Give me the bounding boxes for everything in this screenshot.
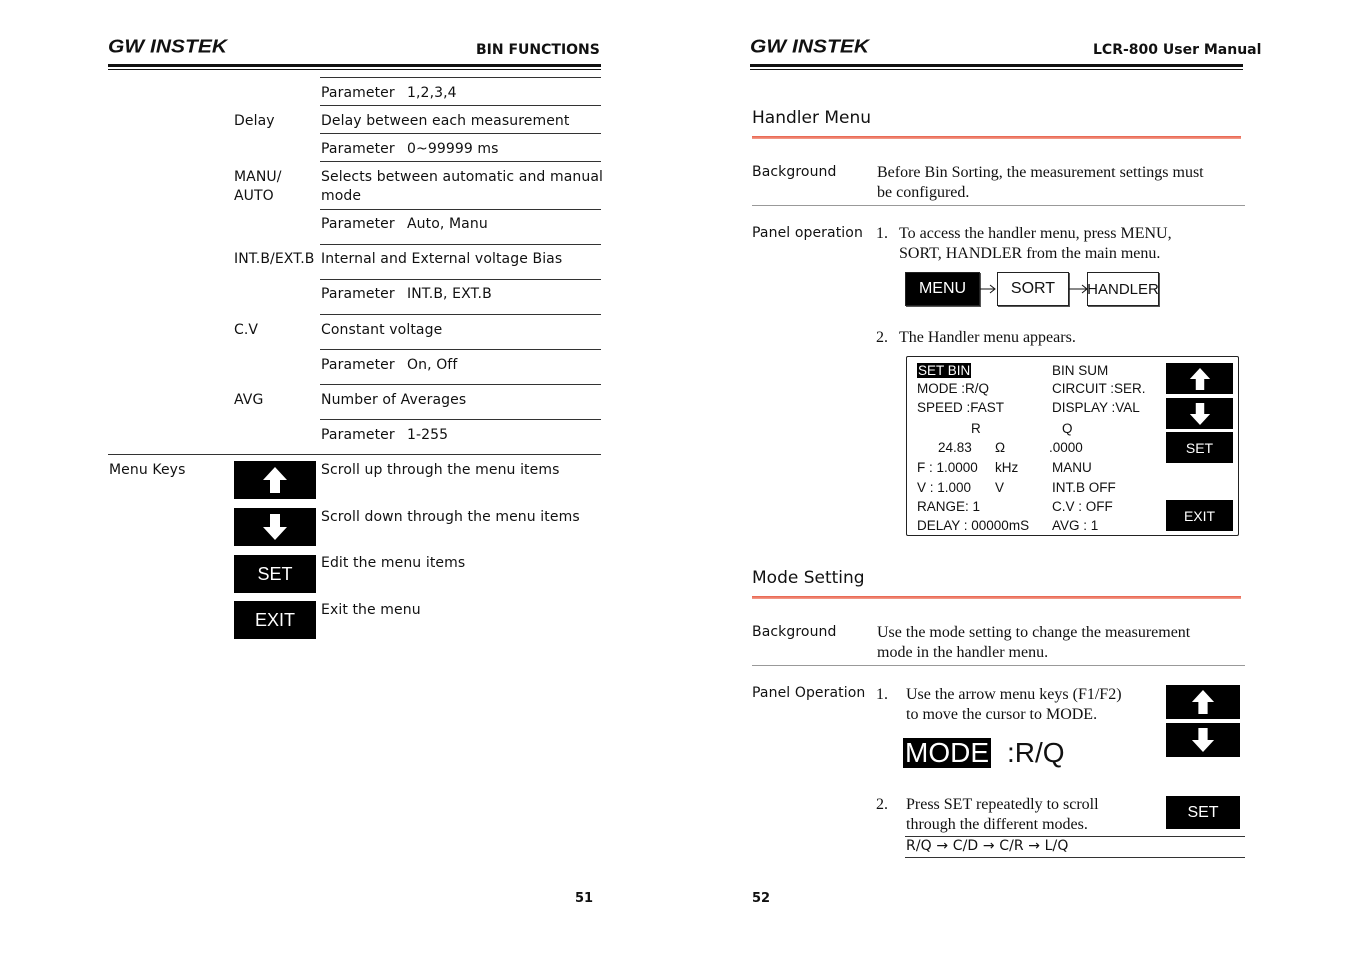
lcd-avg: AVG : 1 (1052, 518, 1099, 533)
lcd-delay: DELAY : 00000mS (917, 518, 1030, 533)
arrow-right-icon (1069, 283, 1089, 295)
background-text-line2: be configured. (877, 184, 970, 201)
param-label: Parameter (321, 216, 395, 232)
lcd-circuit: CIRCUIT :SER. (1052, 381, 1146, 396)
lcd-bias: INT.B OFF (1052, 480, 1116, 495)
lcd-ohm-unit: Ω (995, 440, 1006, 455)
menu-key-description: Exit the menu (321, 602, 421, 618)
step-text: Press SET repeatedly to scroll (906, 796, 1099, 813)
gwinstek-logo: GW INSTEK (750, 36, 869, 57)
row-name-manu-auto-line2: AUTO (234, 188, 274, 204)
param-value: 0~99999 ms (407, 141, 499, 157)
panel-operation-label: Panel operation (752, 225, 863, 241)
lcd-trigger: MANU (1052, 460, 1092, 475)
menu-keys-label: Menu Keys (109, 462, 186, 478)
row-description-line2: mode (321, 188, 362, 204)
menu-key-description: Scroll down through the menu items (321, 509, 580, 525)
handler-key[interactable]: HANDLER (1087, 272, 1159, 306)
lcd-v-unit: V (995, 480, 1005, 495)
row-name-delay: Delay (234, 113, 275, 129)
row-description: Constant voltage (321, 322, 443, 338)
lcd-secondary-label: Q (1062, 421, 1073, 436)
lcd-exit-key[interactable]: EXIT (1166, 500, 1233, 531)
gwinstek-logo: GW INSTEK (108, 36, 227, 57)
step-number: 2. (876, 329, 888, 346)
lcd-bin-sum: BIN SUM (1052, 363, 1109, 378)
lcd-mode: MODE :R/Q (917, 381, 990, 396)
lcd-range: RANGE: 1 (917, 499, 981, 514)
handler-menu-display (906, 356, 1239, 536)
row-name-cv: C.V (234, 322, 259, 338)
param-value: Auto, Manu (407, 216, 488, 232)
step-text: The Handler menu appears. (899, 329, 1076, 346)
param-value: 1,2,3,4 (407, 85, 457, 101)
mode-up-key[interactable] (1166, 685, 1240, 719)
lcd-primary-value: 24.83 (938, 440, 972, 455)
section-title-mode-setting: Mode Setting (752, 568, 865, 588)
exit-key[interactable]: EXIT (234, 601, 316, 639)
header-rule-thin (108, 69, 601, 70)
param-label: Parameter (321, 357, 395, 373)
lcd-cv: C.V : OFF (1052, 499, 1113, 514)
header-rule (108, 64, 601, 67)
up-arrow-icon (1191, 689, 1215, 715)
lcd-speed: SPEED :FAST (917, 400, 1005, 415)
row-name-intb-extb: INT.B/EXT.B (234, 251, 315, 267)
mode-value: :R/Q (1007, 737, 1065, 768)
lcd-set-key[interactable]: SET (1166, 432, 1233, 463)
row-description: Internal and External voltage Bias (321, 251, 563, 267)
row-description: Delay between each measurement (321, 113, 570, 129)
row-description: Selects between automatic and manual (321, 169, 603, 185)
down-arrow-icon (262, 513, 288, 541)
param-value: On, Off (407, 357, 458, 373)
param-label: Parameter (321, 286, 395, 302)
step-text: To access the handler menu, press MENU, (899, 225, 1172, 242)
param-label: Parameter (321, 85, 395, 101)
step-text-line2: through the different modes. (906, 816, 1088, 833)
lcd-secondary-value: .0000 (1049, 440, 1083, 455)
param-label: Parameter (321, 141, 395, 157)
background-text: Before Bin Sorting, the measurement settings must (877, 164, 1204, 181)
lcd-cursor-set-bin: SET BIN (918, 363, 971, 378)
mode-sequence: R/Q → C/D → C/R → L/Q (906, 838, 1069, 854)
param-value: INT.B, EXT.B (407, 286, 492, 302)
page-number: 52 (752, 891, 771, 906)
up-arrow-icon (1189, 367, 1211, 391)
step-number: 1. (876, 686, 888, 703)
down-arrow-key[interactable] (234, 508, 316, 546)
page-header: BIN FUNCTIONS (476, 42, 600, 58)
lcd-down-key[interactable] (1166, 398, 1233, 429)
lcd-khz-unit: kHz (995, 460, 1019, 475)
step-text: Use the arrow menu keys (F1/F2) (906, 686, 1122, 703)
step-number: 2. (876, 796, 888, 813)
set-key[interactable]: SET (234, 555, 316, 593)
param-value: 1-255 (407, 427, 449, 443)
row-description: Number of Averages (321, 392, 467, 408)
header-rule-thin (750, 69, 1243, 70)
background-text: Use the mode setting to change the measurement (877, 624, 1191, 641)
background-label: Background (752, 164, 837, 180)
step-text-line2: to move the cursor to MODE. (906, 706, 1098, 723)
down-arrow-icon (1191, 727, 1215, 753)
background-label: Background (752, 624, 837, 640)
lcd-up-key[interactable] (1166, 363, 1233, 394)
row-name-manu-auto: MANU/ (234, 169, 282, 185)
up-arrow-key[interactable] (234, 461, 316, 499)
menu-key-description: Scroll up through the menu items (321, 462, 560, 478)
up-arrow-icon (262, 466, 288, 494)
section-title-handler-menu: Handler Menu (752, 108, 872, 128)
section-underline (752, 596, 1241, 599)
arrow-right-icon (980, 283, 998, 295)
sort-key[interactable]: SORT (997, 272, 1069, 306)
down-arrow-icon (1189, 402, 1211, 426)
section-underline (752, 136, 1241, 139)
mode-set-key[interactable]: SET (1166, 796, 1240, 829)
lcd-voltage: V : 1.000 (917, 480, 972, 495)
page-number: 51 (575, 891, 594, 906)
header-rule (750, 64, 1243, 67)
page-header: LCR-800 User Manual (1093, 42, 1262, 58)
lcd-display: DISPLAY :VAL (1052, 400, 1140, 415)
step-text-line2: SORT, HANDLER from the main menu. (899, 245, 1161, 262)
mode-down-key[interactable] (1166, 723, 1240, 757)
panel-operation-label: Panel Operation (752, 685, 866, 701)
step-number: 1. (876, 225, 888, 242)
background-text-line2: mode in the handler menu. (877, 644, 1049, 661)
menu-key[interactable]: MENU (905, 272, 980, 306)
param-label: Parameter (321, 427, 395, 443)
menu-key-description: Edit the menu items (321, 555, 466, 571)
mode-cursor-highlight: MODE (905, 737, 989, 768)
lcd-primary-label: R (971, 421, 981, 436)
row-name-avg: AVG (234, 392, 264, 408)
lcd-frequency: F : 1.0000 (917, 460, 978, 475)
